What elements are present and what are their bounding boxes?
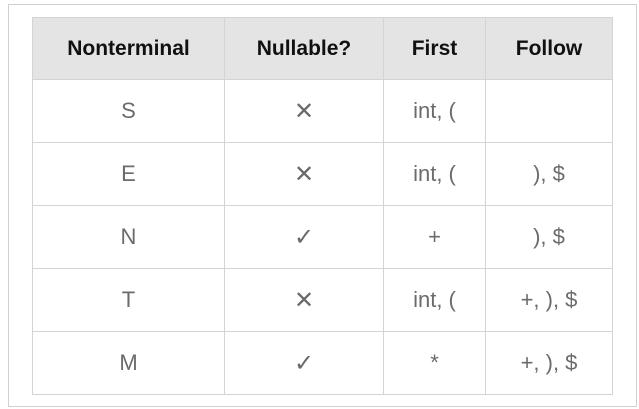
table-row [33, 80, 613, 143]
header-nullable: Nullable? [225, 18, 384, 80]
grammar-table [32, 17, 613, 395]
first-cell: int, ( [384, 269, 486, 332]
follow-cell: +, ), $ [486, 269, 613, 332]
header-follow: Follow [486, 18, 613, 80]
follow-cell: ), $ [486, 206, 613, 269]
first-cell: int, ( [384, 143, 486, 206]
header-first: First [384, 18, 486, 80]
first-cell: int, ( [384, 80, 486, 143]
nullable-cross-icon: ✕ [225, 80, 384, 143]
nullable-check-icon: ✓ [225, 332, 384, 395]
nullable-check-icon: ✓ [225, 206, 384, 269]
first-cell: + [384, 206, 486, 269]
table-row [33, 332, 613, 395]
nonterminal-cell: N [33, 206, 225, 269]
table-row [33, 143, 613, 206]
table-row [33, 269, 613, 332]
nonterminal-cell: M [33, 332, 225, 395]
nonterminal-cell: S [33, 80, 225, 143]
follow-cell: +, ), $ [486, 332, 613, 395]
follow-cell: ), $ [486, 143, 613, 206]
header-row [33, 18, 613, 80]
table-row [33, 206, 613, 269]
follow-cell [486, 80, 613, 143]
nullable-cross-icon: ✕ [225, 269, 384, 332]
header-nonterminal: Nonterminal [33, 18, 225, 80]
nullable-cross-icon: ✕ [225, 143, 384, 206]
nonterminal-cell: E [33, 143, 225, 206]
first-cell: * [384, 332, 486, 395]
nonterminal-cell: T [33, 269, 225, 332]
